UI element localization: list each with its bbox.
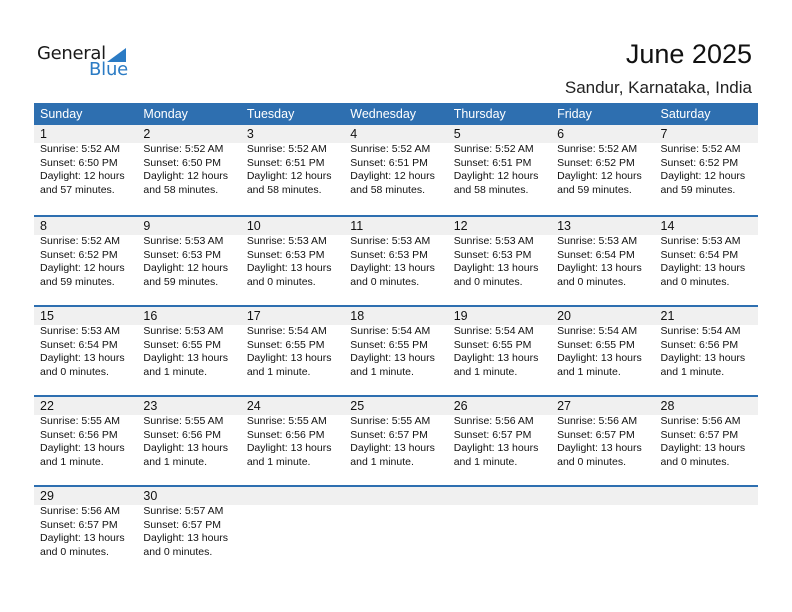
day-sunrise-text: Sunrise: 5:52 AM bbox=[453, 143, 534, 155]
day-sunrise-text: Sunrise: 5:53 AM bbox=[143, 325, 224, 337]
day-daylight1-text: Daylight: 13 hours bbox=[246, 442, 332, 454]
day-sunset-text: Sunset: 6:51 PM bbox=[350, 156, 428, 169]
day-daylight1-text: Daylight: 13 hours bbox=[143, 442, 229, 454]
day-sunset-text: Sunset: 6:51 PM bbox=[453, 156, 532, 169]
day-daylight2-text: and 0 minutes. bbox=[660, 455, 730, 468]
day-daylight2-text: and 1 minute. bbox=[40, 455, 104, 468]
day-number: 1 bbox=[40, 127, 47, 141]
day-cell bbox=[34, 415, 137, 469]
day-cell bbox=[137, 325, 240, 379]
day-number: 28 bbox=[660, 399, 675, 413]
day-cell bbox=[34, 505, 137, 559]
day-number: 8 bbox=[40, 219, 47, 233]
day-daylight1-text: Daylight: 13 hours bbox=[143, 532, 229, 544]
day-sunset-text: Sunset: 6:57 PM bbox=[143, 518, 222, 531]
day-sunrise-text: Sunrise: 5:55 AM bbox=[350, 415, 431, 427]
day-cell bbox=[241, 505, 344, 559]
day-daylight1-text: Daylight: 13 hours bbox=[453, 442, 539, 454]
day-sunrise-text: Sunrise: 5:53 AM bbox=[453, 235, 534, 247]
day-sunset-text: Sunset: 6:52 PM bbox=[660, 156, 739, 169]
day-cell bbox=[551, 235, 654, 289]
day-daylight2-text: and 0 minutes. bbox=[557, 455, 626, 468]
day-details-row bbox=[34, 505, 758, 559]
day-daylight1-text: Daylight: 13 hours bbox=[660, 352, 746, 364]
day-daylight2-text: and 1 minute. bbox=[143, 455, 208, 468]
day-daylight1-text: Daylight: 13 hours bbox=[246, 352, 332, 364]
day-number: 9 bbox=[143, 219, 151, 233]
day-daylight1-text: Daylight: 13 hours bbox=[453, 262, 539, 274]
day-daylight2-text: and 0 minutes. bbox=[453, 275, 523, 288]
day-number bbox=[344, 487, 447, 505]
day-sunrise-text: Sunrise: 5:52 AM bbox=[40, 143, 120, 155]
day-sunset-text: Sunset: 6:53 PM bbox=[350, 248, 428, 261]
day-number: 15 bbox=[40, 309, 54, 323]
day-sunset-text: Sunset: 6:51 PM bbox=[246, 156, 325, 169]
weekday-header-0: Sunday bbox=[40, 107, 83, 121]
logo-word-blue: Blue bbox=[89, 59, 129, 80]
date-number-row bbox=[34, 307, 758, 325]
week-row bbox=[34, 485, 758, 575]
day-cell bbox=[655, 505, 758, 559]
day-daylight2-text: and 1 minute. bbox=[350, 455, 414, 468]
day-sunrise-text: Sunrise: 5:55 AM bbox=[143, 415, 224, 427]
day-number bbox=[448, 487, 551, 505]
day-number: 30 bbox=[143, 489, 158, 503]
day-daylight2-text: and 59 minutes. bbox=[40, 275, 115, 288]
day-sunrise-text: Sunrise: 5:57 AM bbox=[143, 505, 224, 517]
day-daylight2-text: and 58 minutes. bbox=[453, 183, 529, 196]
day-daylight2-text: and 1 minute. bbox=[143, 365, 208, 378]
day-daylight2-text: and 0 minutes. bbox=[350, 275, 420, 288]
day-daylight1-text: Daylight: 13 hours bbox=[246, 262, 332, 274]
week-row bbox=[34, 305, 758, 395]
week-row bbox=[34, 395, 758, 485]
day-sunset-text: Sunset: 6:54 PM bbox=[40, 338, 118, 351]
day-daylight2-text: and 59 minutes. bbox=[660, 183, 736, 196]
day-number: 22 bbox=[40, 399, 54, 413]
day-daylight2-text: and 1 minute. bbox=[246, 455, 311, 468]
day-number: 23 bbox=[143, 399, 158, 413]
day-number: 20 bbox=[557, 309, 572, 323]
day-cell bbox=[241, 415, 344, 469]
day-details-row bbox=[34, 325, 758, 379]
day-cell bbox=[241, 325, 344, 379]
day-cell bbox=[448, 505, 551, 559]
day-cell bbox=[137, 415, 240, 469]
day-sunset-text: Sunset: 6:50 PM bbox=[143, 156, 222, 169]
day-daylight1-text: Daylight: 13 hours bbox=[350, 442, 435, 454]
day-daylight2-text: and 0 minutes. bbox=[246, 275, 316, 288]
weekday-header-2: Tuesday bbox=[246, 107, 295, 121]
day-sunset-text: Sunset: 6:57 PM bbox=[40, 518, 118, 531]
day-daylight2-text: and 57 minutes. bbox=[40, 183, 115, 196]
day-sunrise-text: Sunrise: 5:55 AM bbox=[246, 415, 327, 427]
day-sunrise-text: Sunrise: 5:56 AM bbox=[453, 415, 534, 427]
day-cell bbox=[137, 143, 240, 197]
day-number: 10 bbox=[246, 219, 261, 233]
day-number: 29 bbox=[40, 489, 54, 503]
day-daylight1-text: Daylight: 13 hours bbox=[557, 442, 642, 454]
day-sunrise-text: Sunrise: 5:54 AM bbox=[246, 325, 327, 337]
day-daylight1-text: Daylight: 13 hours bbox=[660, 262, 746, 274]
day-sunrise-text: Sunrise: 5:53 AM bbox=[40, 325, 120, 337]
logo-word-general: General bbox=[37, 43, 106, 64]
weekday-header-6: Saturday bbox=[660, 107, 711, 121]
day-sunset-text: Sunset: 6:55 PM bbox=[453, 338, 532, 351]
day-cell bbox=[344, 325, 447, 379]
day-cell bbox=[448, 143, 551, 197]
day-sunrise-text: Sunrise: 5:54 AM bbox=[453, 325, 534, 337]
day-cell bbox=[344, 235, 447, 289]
day-sunset-text: Sunset: 6:55 PM bbox=[143, 338, 222, 351]
day-daylight1-text: Daylight: 12 hours bbox=[143, 262, 229, 274]
day-number bbox=[655, 487, 758, 505]
day-sunrise-text: Sunrise: 5:56 AM bbox=[40, 505, 120, 517]
day-daylight1-text: Daylight: 13 hours bbox=[557, 262, 642, 274]
day-sunrise-text: Sunrise: 5:53 AM bbox=[557, 235, 638, 247]
day-number: 18 bbox=[350, 309, 365, 323]
day-sunrise-text: Sunrise: 5:53 AM bbox=[246, 235, 327, 247]
day-number bbox=[241, 487, 344, 505]
day-cell bbox=[655, 325, 758, 379]
weekday-header-1: Monday bbox=[143, 107, 188, 121]
day-number: 19 bbox=[453, 309, 468, 323]
day-cell bbox=[655, 143, 758, 197]
day-sunset-text: Sunset: 6:56 PM bbox=[246, 428, 325, 441]
day-sunset-text: Sunset: 6:56 PM bbox=[660, 338, 739, 351]
day-sunset-text: Sunset: 6:53 PM bbox=[143, 248, 222, 261]
day-daylight2-text: and 58 minutes. bbox=[143, 183, 219, 196]
day-daylight2-text: and 59 minutes. bbox=[143, 275, 219, 288]
day-sunset-text: Sunset: 6:53 PM bbox=[453, 248, 532, 261]
day-number: 13 bbox=[557, 219, 572, 233]
weekday-header-3: Wednesday bbox=[350, 107, 417, 121]
day-daylight2-text: and 0 minutes. bbox=[660, 275, 730, 288]
day-number: 2 bbox=[143, 127, 151, 141]
date-number-row bbox=[34, 397, 758, 415]
day-details-row bbox=[34, 143, 758, 197]
day-number: 14 bbox=[660, 219, 675, 233]
day-number: 5 bbox=[453, 127, 461, 141]
day-daylight1-text: Daylight: 13 hours bbox=[557, 352, 642, 364]
day-sunset-text: Sunset: 6:57 PM bbox=[660, 428, 739, 441]
day-cell bbox=[551, 325, 654, 379]
day-cell bbox=[448, 325, 551, 379]
calendar-grid bbox=[34, 103, 758, 575]
day-daylight1-text: Daylight: 12 hours bbox=[660, 170, 746, 182]
logo bbox=[37, 43, 137, 83]
day-sunrise-text: Sunrise: 5:56 AM bbox=[660, 415, 741, 427]
day-cell bbox=[344, 505, 447, 559]
day-daylight2-text: and 58 minutes. bbox=[350, 183, 425, 196]
day-number: 21 bbox=[660, 309, 675, 323]
date-number-row bbox=[34, 217, 758, 235]
day-number: 3 bbox=[246, 127, 254, 141]
day-sunset-text: Sunset: 6:50 PM bbox=[40, 156, 118, 169]
day-number: 17 bbox=[246, 309, 261, 323]
day-cell bbox=[241, 143, 344, 197]
day-sunset-text: Sunset: 6:52 PM bbox=[557, 156, 635, 169]
day-daylight2-text: and 1 minute. bbox=[660, 365, 725, 378]
day-daylight2-text: and 1 minute. bbox=[453, 455, 518, 468]
day-sunset-text: Sunset: 6:52 PM bbox=[40, 248, 118, 261]
day-cell bbox=[34, 235, 137, 289]
day-cell bbox=[448, 235, 551, 289]
day-daylight2-text: and 0 minutes. bbox=[40, 545, 109, 558]
day-number: 12 bbox=[453, 219, 468, 233]
day-daylight1-text: Daylight: 13 hours bbox=[350, 352, 435, 364]
day-cell bbox=[655, 415, 758, 469]
day-cell bbox=[241, 235, 344, 289]
weekday-header-5: Friday bbox=[557, 107, 592, 121]
week-row bbox=[34, 125, 758, 215]
day-daylight2-text: and 58 minutes. bbox=[246, 183, 322, 196]
day-daylight2-text: and 1 minute. bbox=[557, 365, 621, 378]
day-daylight1-text: Daylight: 12 hours bbox=[143, 170, 229, 182]
date-number-row bbox=[34, 125, 758, 143]
day-number: 24 bbox=[246, 399, 261, 413]
day-cell bbox=[34, 143, 137, 197]
day-cell bbox=[34, 325, 137, 379]
day-sunrise-text: Sunrise: 5:52 AM bbox=[557, 143, 638, 155]
day-sunset-text: Sunset: 6:57 PM bbox=[350, 428, 428, 441]
day-daylight1-text: Daylight: 13 hours bbox=[40, 532, 125, 544]
day-daylight2-text: and 0 minutes. bbox=[143, 545, 213, 558]
day-daylight1-text: Daylight: 12 hours bbox=[557, 170, 642, 182]
day-sunset-text: Sunset: 6:56 PM bbox=[40, 428, 118, 441]
day-daylight1-text: Daylight: 13 hours bbox=[40, 352, 125, 364]
day-sunset-text: Sunset: 6:53 PM bbox=[246, 248, 325, 261]
day-cell bbox=[344, 415, 447, 469]
day-daylight1-text: Daylight: 13 hours bbox=[350, 262, 435, 274]
day-number: 6 bbox=[557, 127, 565, 141]
day-sunset-text: Sunset: 6:57 PM bbox=[557, 428, 635, 441]
day-number: 26 bbox=[453, 399, 468, 413]
day-daylight2-text: and 0 minutes. bbox=[557, 275, 626, 288]
day-daylight1-text: Daylight: 13 hours bbox=[453, 352, 539, 364]
day-number: 4 bbox=[350, 127, 358, 141]
day-sunset-text: Sunset: 6:57 PM bbox=[453, 428, 532, 441]
day-sunrise-text: Sunrise: 5:54 AM bbox=[350, 325, 431, 337]
day-sunrise-text: Sunrise: 5:52 AM bbox=[350, 143, 431, 155]
weekday-header-4: Thursday bbox=[453, 107, 506, 121]
day-daylight1-text: Daylight: 12 hours bbox=[40, 170, 125, 182]
day-sunset-text: Sunset: 6:54 PM bbox=[557, 248, 635, 261]
weekday-header-row bbox=[34, 103, 758, 125]
day-sunrise-text: Sunrise: 5:56 AM bbox=[557, 415, 638, 427]
day-daylight1-text: Daylight: 12 hours bbox=[453, 170, 539, 182]
day-number: 7 bbox=[660, 127, 668, 141]
day-sunrise-text: Sunrise: 5:52 AM bbox=[246, 143, 327, 155]
date-number-row bbox=[34, 487, 758, 505]
day-sunrise-text: Sunrise: 5:54 AM bbox=[557, 325, 638, 337]
day-daylight2-text: and 0 minutes. bbox=[40, 365, 109, 378]
day-daylight1-text: Daylight: 12 hours bbox=[40, 262, 125, 274]
day-sunset-text: Sunset: 6:56 PM bbox=[143, 428, 222, 441]
day-number bbox=[551, 487, 654, 505]
day-daylight1-text: Daylight: 13 hours bbox=[660, 442, 746, 454]
page-title: June 2025 bbox=[625, 39, 752, 69]
day-number: 11 bbox=[350, 219, 364, 233]
day-details-row bbox=[34, 415, 758, 469]
day-daylight1-text: Daylight: 12 hours bbox=[246, 170, 332, 182]
day-daylight2-text: and 1 minute. bbox=[350, 365, 414, 378]
day-sunrise-text: Sunrise: 5:52 AM bbox=[660, 143, 741, 155]
day-sunrise-text: Sunrise: 5:52 AM bbox=[143, 143, 224, 155]
day-cell bbox=[344, 143, 447, 197]
day-sunset-text: Sunset: 6:55 PM bbox=[350, 338, 428, 351]
day-daylight2-text: and 1 minute. bbox=[246, 365, 311, 378]
day-sunrise-text: Sunrise: 5:54 AM bbox=[660, 325, 741, 337]
week-row bbox=[34, 215, 758, 305]
day-cell bbox=[448, 415, 551, 469]
day-cell bbox=[137, 235, 240, 289]
day-daylight1-text: Daylight: 12 hours bbox=[350, 170, 435, 182]
day-cell bbox=[137, 505, 240, 559]
day-number: 25 bbox=[350, 399, 365, 413]
day-cell bbox=[551, 143, 654, 197]
location-subtitle: Sandur, Karnataka, India bbox=[564, 78, 752, 97]
day-sunrise-text: Sunrise: 5:53 AM bbox=[143, 235, 224, 247]
day-daylight1-text: Daylight: 13 hours bbox=[40, 442, 125, 454]
day-details-row bbox=[34, 235, 758, 289]
day-sunset-text: Sunset: 6:55 PM bbox=[557, 338, 635, 351]
day-number: 16 bbox=[143, 309, 158, 323]
day-sunrise-text: Sunrise: 5:53 AM bbox=[660, 235, 741, 247]
day-sunrise-text: Sunrise: 5:55 AM bbox=[40, 415, 120, 427]
day-sunset-text: Sunset: 6:55 PM bbox=[246, 338, 325, 351]
day-sunrise-text: Sunrise: 5:52 AM bbox=[40, 235, 120, 247]
day-number: 27 bbox=[557, 399, 572, 413]
day-cell bbox=[655, 235, 758, 289]
day-cell bbox=[551, 415, 654, 469]
day-sunrise-text: Sunrise: 5:53 AM bbox=[350, 235, 431, 247]
day-daylight2-text: and 1 minute. bbox=[453, 365, 518, 378]
day-daylight2-text: and 59 minutes. bbox=[557, 183, 632, 196]
day-daylight1-text: Daylight: 13 hours bbox=[143, 352, 229, 364]
day-cell bbox=[551, 505, 654, 559]
day-sunset-text: Sunset: 6:54 PM bbox=[660, 248, 739, 261]
